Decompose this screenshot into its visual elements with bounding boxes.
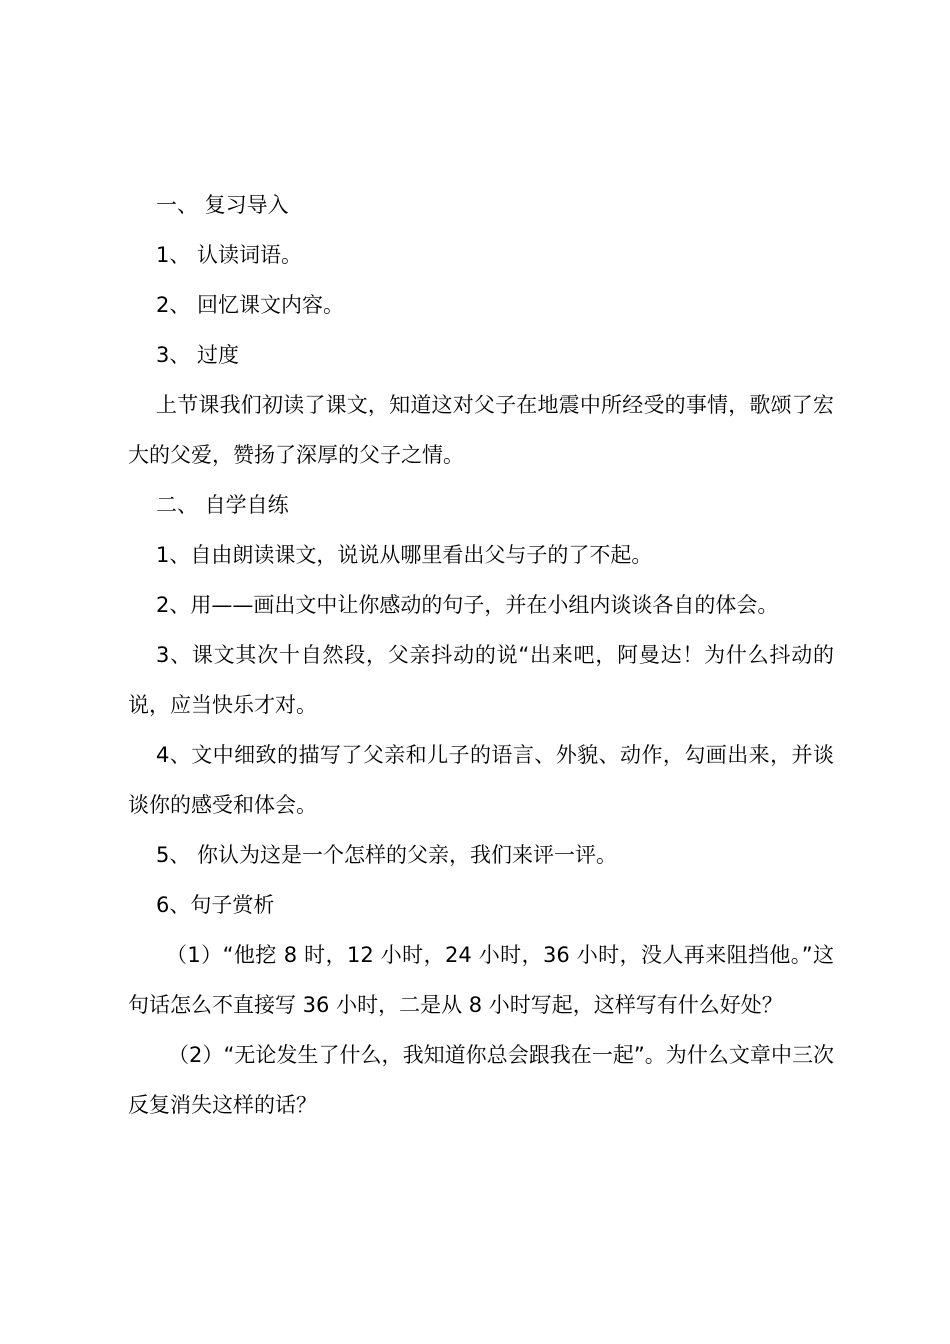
- list-item: 2、用——画出文中让你感动的句子，并在小组内谈谈各自的体会。: [156, 593, 779, 617]
- body-paragraph: 上节课我们初读了课文，知道这对父子在地震中所经受的事情，歌颂了宏大的父爱，赞扬了深厚的父子之情。: [128, 393, 834, 467]
- list-item: 3、课文其次十自然段，父亲抖动的说“出来吧，阿曼达！为什么抖动的说，应当快乐才对。: [128, 643, 834, 717]
- list-item: 2、 回忆课文内容。: [156, 293, 345, 317]
- list-item: 6、句子赏析: [156, 893, 275, 917]
- list-item: 4、文中细致的描写了父亲和儿子的语言、外貌、动作，勾画出来，并谈谈你的感受和体会。: [128, 743, 834, 817]
- list-item: 1、自由朗读课文，说说从哪里看出父与子的了不起。: [156, 543, 653, 567]
- list-item: 5、 你认为这是一个怎样的父亲，我们来评一评。: [156, 843, 618, 867]
- section-heading-review: 一、 复习导入: [156, 193, 289, 217]
- document-body: [128, 180, 834, 1130]
- section-heading-self-study: 二、 自学自练: [156, 493, 289, 517]
- sub-item: （2）“无论发生了什么，我知道你总会跟我在一起”。为什么文章中三次反复消失这样的话？: [128, 1043, 834, 1117]
- list-item: 3、 过度: [156, 343, 240, 367]
- sub-item: （1）“他挖 8 时，12 小时，24 小时，36 小时，没人再来阻挡他。”这句话怎么不直接写 36 小时，二是从 8 小时写起，这样写有什么好处？: [128, 943, 834, 1017]
- list-item: 1、 认读词语。: [156, 243, 303, 267]
